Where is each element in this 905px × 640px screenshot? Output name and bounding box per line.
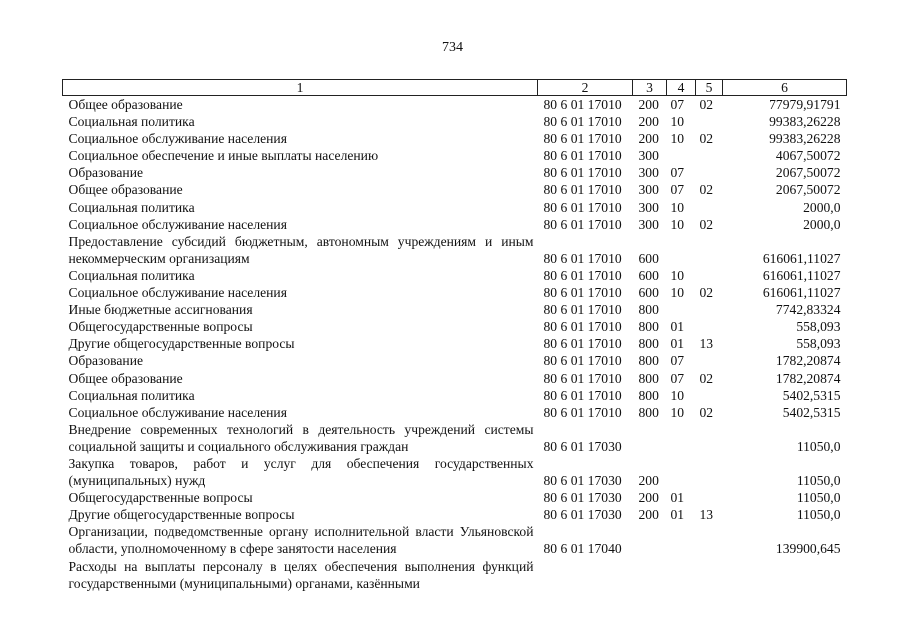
row-subsection [696, 523, 723, 557]
row-subsection [696, 455, 723, 489]
row-expense-type: 600 [638, 267, 659, 283]
row-amount: 2067,50072 [775, 165, 841, 181]
row-amount: 99383,26228 [769, 131, 841, 147]
row-code: 80 6 01 17010 [543, 148, 622, 164]
row-subsection [696, 387, 723, 404]
table-body [63, 96, 847, 592]
row-name: Социальное обслуживание населения [68, 285, 287, 301]
row-section [667, 421, 696, 455]
row-name: Образование [68, 353, 144, 369]
row-section [667, 147, 696, 164]
row-code: 80 6 01 17010 [543, 199, 622, 215]
row-section [667, 455, 696, 489]
row-name: Образование [68, 165, 144, 181]
row-code: 80 6 01 17010 [543, 319, 622, 335]
table-row [63, 421, 847, 455]
row-subsection: 02 [699, 285, 714, 301]
header-col-1: 1 [63, 80, 538, 96]
table-row [63, 352, 847, 369]
table-row [63, 301, 847, 318]
row-code: 80 6 01 17010 [543, 404, 622, 420]
row-amount: 616061,11027 [762, 250, 841, 266]
row-subsection: 02 [699, 216, 714, 232]
row-expense-type: 800 [638, 319, 659, 335]
row-section [667, 301, 696, 318]
row-expense-type: 200 [638, 473, 659, 489]
row-subsection [696, 421, 723, 455]
row-code: 80 6 01 17010 [543, 302, 622, 318]
row-name: Социальная политика [68, 267, 195, 283]
row-expense-type [633, 558, 667, 592]
row-code: 80 6 01 17010 [543, 97, 622, 112]
table-row [63, 506, 847, 523]
row-subsection [696, 489, 723, 506]
row-section: 07 [670, 370, 685, 386]
row-subsection: 02 [699, 370, 714, 386]
table-row [63, 387, 847, 404]
budget-table [62, 79, 847, 592]
row-name: Закупка товаров, работ и услуг для обеспечения государственных (муниципальных) нужд [68, 455, 534, 489]
row-subsection [696, 147, 723, 164]
row-amount: 99383,26228 [769, 114, 841, 130]
row-code: 80 6 01 17010 [543, 114, 622, 130]
table-row [63, 181, 847, 198]
row-expense-type [633, 523, 667, 557]
row-name: Предоставление субсидий бюджетным, автономным учреждениям и иным некоммерческим организациям [68, 233, 534, 266]
row-expense-type: 200 [638, 507, 659, 523]
row-code: 80 6 01 17010 [543, 336, 622, 352]
row-section [667, 233, 696, 267]
row-subsection: 13 [699, 507, 714, 523]
row-expense-type: 800 [638, 302, 659, 318]
row-amount: 2067,50072 [775, 182, 841, 198]
row-section: 10 [670, 199, 685, 215]
row-amount: 616061,11027 [762, 285, 841, 301]
row-name: Общее образование [68, 182, 183, 198]
row-code: 80 6 01 17030 [543, 473, 622, 489]
row-amount [723, 558, 847, 592]
row-code: 80 6 01 17030 [543, 507, 622, 523]
header-col-5: 5 [696, 80, 723, 96]
row-section: 07 [670, 165, 685, 181]
row-section: 10 [670, 267, 685, 283]
row-expense-type: 800 [638, 404, 659, 420]
row-section: 10 [670, 387, 685, 403]
row-section: 07 [670, 97, 685, 112]
row-expense-type: 200 [638, 131, 659, 147]
row-section: 10 [670, 404, 685, 420]
row-amount: 139900,645 [775, 541, 841, 557]
row-amount: 5402,5315 [782, 404, 841, 420]
table-row [63, 130, 847, 147]
row-name: Социальное обслуживание населения [68, 131, 287, 147]
table-row [63, 267, 847, 284]
table-row [63, 216, 847, 233]
row-amount: 2000,0 [803, 199, 841, 215]
row-code: 80 6 01 17010 [543, 182, 622, 198]
row-code: 80 6 01 17010 [543, 250, 622, 266]
row-amount: 616061,11027 [762, 267, 841, 283]
table-row [63, 455, 847, 489]
row-name: Расходы на выплаты персоналу в целях обеспечения выполнения функций государственными (муниципальными) органами, казёнными [68, 558, 534, 591]
row-expense-type: 600 [638, 285, 659, 301]
table-row [63, 164, 847, 181]
row-subsection: 13 [699, 336, 714, 352]
row-amount: 1782,20874 [775, 370, 841, 386]
row-subsection [696, 233, 723, 267]
table-row [63, 523, 847, 557]
row-amount: 77979,91791 [769, 97, 841, 112]
row-subsection [696, 558, 723, 592]
row-name: Общее образование [68, 370, 183, 386]
row-amount: 558,093 [796, 319, 841, 335]
row-code: 80 6 01 17010 [543, 370, 622, 386]
row-section [667, 523, 696, 557]
row-name: Организации, подведомственные органу исполнительной власти Ульяновской области, уполномоченному в сфере занятости населения [68, 524, 534, 557]
row-section: 07 [670, 182, 685, 198]
row-expense-type: 800 [638, 387, 659, 403]
row-expense-type: 300 [638, 148, 659, 164]
row-code: 80 6 01 17010 [543, 267, 622, 283]
header-col-4: 4 [667, 80, 696, 96]
row-subsection [696, 318, 723, 335]
header-col-2: 2 [538, 80, 633, 96]
row-expense-type: 200 [638, 97, 659, 112]
row-subsection [696, 113, 723, 130]
row-expense-type [633, 421, 667, 455]
row-subsection [696, 267, 723, 284]
row-code: 80 6 01 17010 [543, 131, 622, 147]
row-code: 80 6 01 17030 [543, 438, 622, 454]
row-code: 80 6 01 17010 [543, 165, 622, 181]
row-section: 01 [670, 336, 685, 352]
row-subsection: 02 [699, 404, 714, 420]
row-subsection [696, 301, 723, 318]
row-name: Общегосударственные вопросы [68, 490, 253, 506]
table-row [63, 96, 847, 114]
row-name: Иные бюджетные ассигнования [68, 302, 253, 318]
row-expense-type: 800 [638, 336, 659, 352]
table-row [63, 113, 847, 130]
row-name: Общегосударственные вопросы [68, 319, 253, 335]
row-name: Социальное обслуживание населения [68, 404, 287, 420]
row-amount: 11050,0 [796, 438, 841, 454]
row-subsection [696, 164, 723, 181]
row-section: 07 [670, 353, 685, 369]
table-row [63, 335, 847, 352]
row-amount: 4067,50072 [775, 148, 841, 164]
row-name: Социальная политика [68, 387, 195, 403]
row-expense-type: 800 [638, 370, 659, 386]
row-code [538, 558, 633, 592]
table-row [63, 284, 847, 301]
row-expense-type: 200 [638, 490, 659, 506]
row-code: 80 6 01 17030 [543, 490, 622, 506]
row-expense-type: 300 [638, 216, 659, 232]
row-code: 80 6 01 17040 [543, 541, 622, 557]
row-amount: 7742,83324 [775, 302, 841, 318]
row-amount: 558,093 [796, 336, 841, 352]
row-subsection: 02 [699, 131, 714, 147]
row-name: Социальная политика [68, 114, 195, 130]
row-name: Социальное обеспечение и иные выплаты населению [68, 148, 379, 164]
row-expense-type: 600 [638, 250, 659, 266]
page-number: 734 [442, 40, 463, 55]
table-row [63, 147, 847, 164]
row-section: 01 [670, 507, 685, 523]
row-name: Социальная политика [68, 199, 195, 215]
row-code: 80 6 01 17010 [543, 285, 622, 301]
table-row [63, 558, 847, 592]
row-name: Внедрение современных технологий в деятельность учреждений системы социальной защиты и социального обслуживания граждан [68, 421, 534, 454]
row-expense-type: 300 [638, 165, 659, 181]
row-name: Другие общегосударственные вопросы [68, 336, 295, 352]
row-section [667, 558, 696, 592]
header-col-3: 3 [633, 80, 667, 96]
table-row [63, 404, 847, 421]
row-subsection [696, 352, 723, 369]
row-expense-type: 300 [638, 182, 659, 198]
row-expense-type: 300 [638, 199, 659, 215]
row-code: 80 6 01 17010 [543, 353, 622, 369]
row-section: 10 [670, 131, 685, 147]
row-code: 80 6 01 17010 [543, 216, 622, 232]
row-expense-type: 200 [638, 114, 659, 130]
table-row [63, 199, 847, 216]
row-section: 10 [670, 216, 685, 232]
row-subsection: 02 [699, 97, 714, 112]
row-section: 01 [670, 490, 685, 506]
row-name: Социальное обслуживание населения [68, 216, 287, 232]
row-section: 01 [670, 319, 685, 335]
row-amount: 5402,5315 [782, 387, 841, 403]
table-row [63, 318, 847, 335]
table-row [63, 370, 847, 387]
header-col-6: 6 [723, 80, 847, 96]
row-expense-type: 800 [638, 353, 659, 369]
row-code: 80 6 01 17010 [543, 387, 622, 403]
row-section: 10 [670, 285, 685, 301]
row-subsection: 02 [699, 182, 714, 198]
row-section: 10 [670, 114, 685, 130]
row-name: Общее образование [68, 97, 183, 112]
table-header-row [63, 80, 847, 96]
table-row [63, 233, 847, 267]
row-amount: 11050,0 [796, 473, 841, 489]
row-amount: 2000,0 [803, 216, 841, 232]
table-row [63, 489, 847, 506]
row-subsection [696, 199, 723, 216]
row-amount: 11050,0 [796, 507, 841, 523]
row-amount: 1782,20874 [775, 353, 841, 369]
row-name: Другие общегосударственные вопросы [68, 507, 295, 523]
row-amount: 11050,0 [796, 490, 841, 506]
